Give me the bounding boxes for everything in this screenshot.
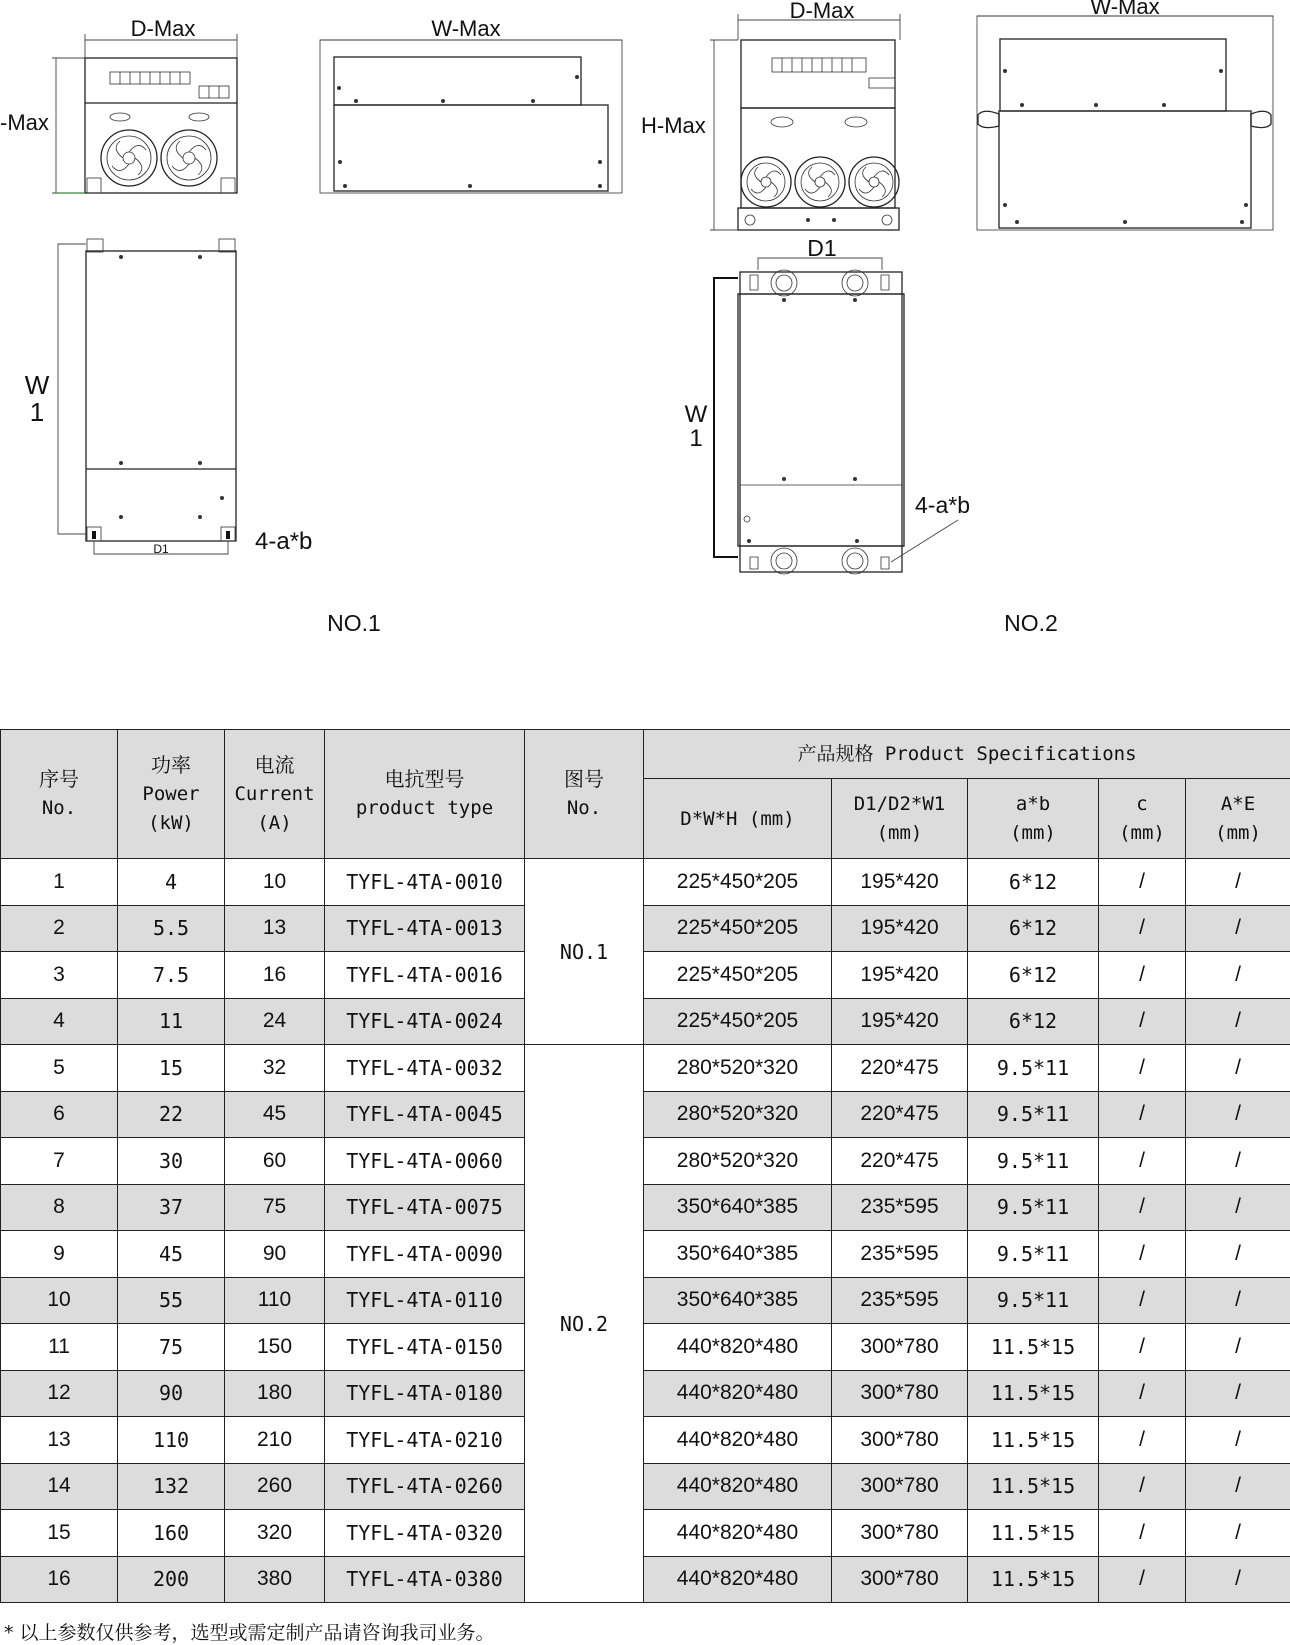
- row-ae: /: [1186, 1556, 1290, 1603]
- row-ab: 11.5*15: [968, 1417, 1099, 1464]
- row-ab: 11.5*15: [968, 1324, 1099, 1371]
- row-no: 14: [1, 1463, 118, 1510]
- no1-d1-label: D1: [153, 542, 169, 556]
- row-current: 180: [225, 1370, 325, 1417]
- table-row: [1, 1324, 1290, 1371]
- row-dwh: 440*820*480: [644, 1417, 832, 1464]
- row-current: 260: [225, 1463, 325, 1510]
- row-type: TYFL-4TA-0110: [325, 1277, 525, 1324]
- row-d1w1: 220*475: [832, 1045, 968, 1092]
- table-row: [1, 1231, 1290, 1278]
- no1-front-view: [0, 16, 237, 193]
- no2-w1-label-top: W: [684, 401, 708, 428]
- row-dwh: 440*820*480: [644, 1370, 832, 1417]
- row-ae: /: [1186, 1091, 1290, 1138]
- row-dwh: 350*640*385: [644, 1231, 832, 1278]
- row-type: TYFL-4TA-0075: [325, 1184, 525, 1231]
- row-type: TYFL-4TA-0024: [325, 998, 525, 1045]
- row-ae: /: [1186, 998, 1290, 1045]
- row-power: 132: [118, 1463, 225, 1510]
- row-ae: /: [1186, 1277, 1290, 1324]
- dimension-drawings: [0, 0, 1290, 700]
- row-power: 7.5: [118, 952, 225, 999]
- row-figure: NO.1: [525, 859, 644, 1045]
- row-c: /: [1099, 952, 1186, 999]
- no2-fan-middle-icon: [795, 157, 845, 207]
- row-d1w1: 220*475: [832, 1091, 968, 1138]
- row-dwh: 225*450*205: [644, 905, 832, 952]
- row-no: 11: [1, 1324, 118, 1371]
- table-row: [1, 859, 1290, 906]
- row-type: TYFL-4TA-0150: [325, 1324, 525, 1371]
- table-row: [1, 1556, 1290, 1603]
- no2-bottom-view: [685, 235, 970, 574]
- row-current: 75: [225, 1184, 325, 1231]
- row-d1w1: 235*595: [832, 1231, 968, 1278]
- row-type: TYFL-4TA-0210: [325, 1417, 525, 1464]
- row-c: /: [1099, 998, 1186, 1045]
- table-row: [1, 1045, 1290, 1092]
- row-c: /: [1099, 1510, 1186, 1557]
- no1-hole-label: 4-a*b: [255, 528, 313, 555]
- row-dwh: 350*640*385: [644, 1277, 832, 1324]
- row-ae: /: [1186, 1510, 1290, 1557]
- row-no: 8: [1, 1184, 118, 1231]
- row-ae: /: [1186, 1231, 1290, 1278]
- row-dwh: 225*450*205: [644, 952, 832, 999]
- no2-fan-right-icon: [849, 157, 899, 207]
- row-ae: /: [1186, 952, 1290, 999]
- row-current: 24: [225, 998, 325, 1045]
- no2-fan-left-icon: [741, 157, 791, 207]
- row-d1w1: 300*780: [832, 1417, 968, 1464]
- row-ab: 6*12: [968, 952, 1099, 999]
- row-c: /: [1099, 1370, 1186, 1417]
- table-row: [1, 1277, 1290, 1324]
- row-no: 5: [1, 1045, 118, 1092]
- row-c: /: [1099, 1138, 1186, 1185]
- row-current: 32: [225, 1045, 325, 1092]
- row-d1w1: 300*780: [832, 1370, 968, 1417]
- no2-w1-label-bottom: 1: [689, 425, 703, 452]
- row-no: 1: [1, 859, 118, 906]
- row-ab: 11.5*15: [968, 1556, 1099, 1603]
- row-no: 10: [1, 1277, 118, 1324]
- no1-side-view: [320, 16, 622, 193]
- header-seq: 序号 No.: [1, 730, 118, 859]
- table-row: [1, 1138, 1290, 1185]
- row-d1w1: 300*780: [832, 1463, 968, 1510]
- row-d1w1: 195*420: [832, 905, 968, 952]
- row-dwh: 225*450*205: [644, 859, 832, 906]
- row-ae: /: [1186, 905, 1290, 952]
- row-power: 55: [118, 1277, 225, 1324]
- row-current: 60: [225, 1138, 325, 1185]
- row-type: TYFL-4TA-0045: [325, 1091, 525, 1138]
- row-ab: 9.5*11: [968, 1045, 1099, 1092]
- row-dwh: 280*520*320: [644, 1138, 832, 1185]
- row-ae: /: [1186, 1370, 1290, 1417]
- no2-front-view: [641, 0, 900, 230]
- row-type: TYFL-4TA-0380: [325, 1556, 525, 1603]
- row-power: 160: [118, 1510, 225, 1557]
- table-row: [1, 952, 1290, 999]
- row-ae: /: [1186, 1184, 1290, 1231]
- row-ab: 9.5*11: [968, 1091, 1099, 1138]
- header-power: 功率 Power (kW): [118, 730, 225, 859]
- no2-front-hmax-label: H-Max: [641, 113, 706, 138]
- row-type: TYFL-4TA-0010: [325, 859, 525, 906]
- header-spec-group: 产品规格 Product Specifications: [644, 730, 1290, 779]
- row-current: 90: [225, 1231, 325, 1278]
- row-ab: 6*12: [968, 905, 1099, 952]
- row-ae: /: [1186, 1045, 1290, 1092]
- row-current: 110: [225, 1277, 325, 1324]
- row-dwh: 440*820*480: [644, 1510, 832, 1557]
- no1-w1-label-bottom: 1: [29, 397, 45, 427]
- row-d1w1: 220*475: [832, 1138, 968, 1185]
- row-power: 11: [118, 998, 225, 1045]
- row-power: 37: [118, 1184, 225, 1231]
- header-ab: a*b (mm): [968, 779, 1099, 859]
- row-d1w1: 300*780: [832, 1324, 968, 1371]
- row-no: 12: [1, 1370, 118, 1417]
- row-c: /: [1099, 905, 1186, 952]
- table-row: [1, 1463, 1290, 1510]
- row-d1w1: 300*780: [832, 1510, 968, 1557]
- row-type: TYFL-4TA-0180: [325, 1370, 525, 1417]
- row-no: 4: [1, 998, 118, 1045]
- no1-bottom-view: [25, 239, 313, 556]
- row-d1w1: 195*420: [832, 952, 968, 999]
- no1-figure-label: NO.1: [327, 610, 381, 636]
- row-no: 6: [1, 1091, 118, 1138]
- row-ab: 9.5*11: [968, 1184, 1099, 1231]
- row-current: 210: [225, 1417, 325, 1464]
- row-ab: 11.5*15: [968, 1463, 1099, 1510]
- row-ab: 6*12: [968, 998, 1099, 1045]
- row-c: /: [1099, 1277, 1186, 1324]
- row-power: 75: [118, 1324, 225, 1371]
- no2-d1-label: D1: [807, 235, 837, 261]
- row-type: TYFL-4TA-0260: [325, 1463, 525, 1510]
- row-dwh: 280*520*320: [644, 1045, 832, 1092]
- row-c: /: [1099, 1091, 1186, 1138]
- no1-fan-left-icon: [101, 130, 157, 186]
- row-current: 13: [225, 905, 325, 952]
- row-ae: /: [1186, 1324, 1290, 1371]
- row-ab: 9.5*11: [968, 1138, 1099, 1185]
- row-c: /: [1099, 1463, 1186, 1510]
- row-current: 10: [225, 859, 325, 906]
- row-no: 15: [1, 1510, 118, 1557]
- table-row: [1, 1091, 1290, 1138]
- no2-figure-label: NO.2: [1004, 610, 1058, 636]
- row-current: 320: [225, 1510, 325, 1557]
- header-current: 电流 Current (A): [225, 730, 325, 859]
- row-current: 16: [225, 952, 325, 999]
- header-c: c (mm): [1099, 779, 1186, 859]
- footnote: * 以上参数仅供参考，选型或需定制产品请咨询我司业务。: [4, 1622, 495, 1644]
- row-ab: 6*12: [968, 859, 1099, 906]
- no2-side-wmax-label: W-Max: [1090, 0, 1160, 19]
- row-c: /: [1099, 1556, 1186, 1603]
- no1-w1-label-top: W: [24, 370, 50, 400]
- row-type: TYFL-4TA-0320: [325, 1510, 525, 1557]
- row-ae: /: [1186, 1417, 1290, 1464]
- row-current: 150: [225, 1324, 325, 1371]
- row-no: 7: [1, 1138, 118, 1185]
- row-dwh: 440*820*480: [644, 1324, 832, 1371]
- row-power: 45: [118, 1231, 225, 1278]
- row-d1w1: 235*595: [832, 1184, 968, 1231]
- row-ab: 9.5*11: [968, 1277, 1099, 1324]
- row-type: TYFL-4TA-0090: [325, 1231, 525, 1278]
- row-no: 16: [1, 1556, 118, 1603]
- row-figure: NO.2: [525, 1045, 644, 1603]
- row-power: 15: [118, 1045, 225, 1092]
- row-ae: /: [1186, 859, 1290, 906]
- row-type: TYFL-4TA-0032: [325, 1045, 525, 1092]
- row-ab: 11.5*15: [968, 1510, 1099, 1557]
- row-ab: 11.5*15: [968, 1370, 1099, 1417]
- row-power: 5.5: [118, 905, 225, 952]
- table-row: [1, 1510, 1290, 1557]
- row-type: TYFL-4TA-0013: [325, 905, 525, 952]
- row-current: 380: [225, 1556, 325, 1603]
- table-row: [1, 1417, 1290, 1464]
- row-c: /: [1099, 859, 1186, 906]
- row-power: 110: [118, 1417, 225, 1464]
- row-ae: /: [1186, 1463, 1290, 1510]
- no1-front-dmax-label: D-Max: [130, 16, 196, 41]
- spec-table: [0, 729, 1290, 1603]
- table-row: [1, 1370, 1290, 1417]
- row-power: 4: [118, 859, 225, 906]
- row-type: TYFL-4TA-0060: [325, 1138, 525, 1185]
- row-power: 90: [118, 1370, 225, 1417]
- row-c: /: [1099, 1324, 1186, 1371]
- header-product-type: 电抗型号 product type: [325, 730, 525, 859]
- no2-side-view: [977, 0, 1273, 230]
- header-dwh: D*W*H (mm): [644, 779, 832, 859]
- row-dwh: 350*640*385: [644, 1184, 832, 1231]
- table-row: [1, 905, 1290, 952]
- row-d1w1: 300*780: [832, 1556, 968, 1603]
- row-power: 22: [118, 1091, 225, 1138]
- table-row: [1, 1184, 1290, 1231]
- row-ae: /: [1186, 1138, 1290, 1185]
- row-d1w1: 195*420: [832, 998, 968, 1045]
- row-d1w1: 195*420: [832, 859, 968, 906]
- row-no: 3: [1, 952, 118, 999]
- header-figure: 图号 No.: [525, 730, 644, 859]
- row-dwh: 440*820*480: [644, 1463, 832, 1510]
- header-ae: A*E (mm): [1186, 779, 1290, 859]
- no2-front-dmax-label: D-Max: [789, 0, 855, 23]
- header-d1w1: D1/D2*W1 (mm): [832, 779, 968, 859]
- row-power: 30: [118, 1138, 225, 1185]
- no1-front-hmax-label: -Max: [0, 110, 49, 135]
- spec-table-body: [1, 859, 1290, 1603]
- row-dwh: 440*820*480: [644, 1556, 832, 1603]
- no1-fan-right-icon: [161, 130, 217, 186]
- no1-side-wmax-label: W-Max: [431, 16, 501, 41]
- no2-hole-label: 4-a*b: [915, 492, 970, 518]
- row-c: /: [1099, 1231, 1186, 1278]
- row-d1w1: 235*595: [832, 1277, 968, 1324]
- row-c: /: [1099, 1184, 1186, 1231]
- table-row: [1, 998, 1290, 1045]
- row-no: 13: [1, 1417, 118, 1464]
- row-dwh: 280*520*320: [644, 1091, 832, 1138]
- row-c: /: [1099, 1417, 1186, 1464]
- row-dwh: 225*450*205: [644, 998, 832, 1045]
- row-ab: 9.5*11: [968, 1231, 1099, 1278]
- row-power: 200: [118, 1556, 225, 1603]
- row-no: 9: [1, 1231, 118, 1278]
- row-type: TYFL-4TA-0016: [325, 952, 525, 999]
- row-no: 2: [1, 905, 118, 952]
- row-c: /: [1099, 1045, 1186, 1092]
- row-current: 45: [225, 1091, 325, 1138]
